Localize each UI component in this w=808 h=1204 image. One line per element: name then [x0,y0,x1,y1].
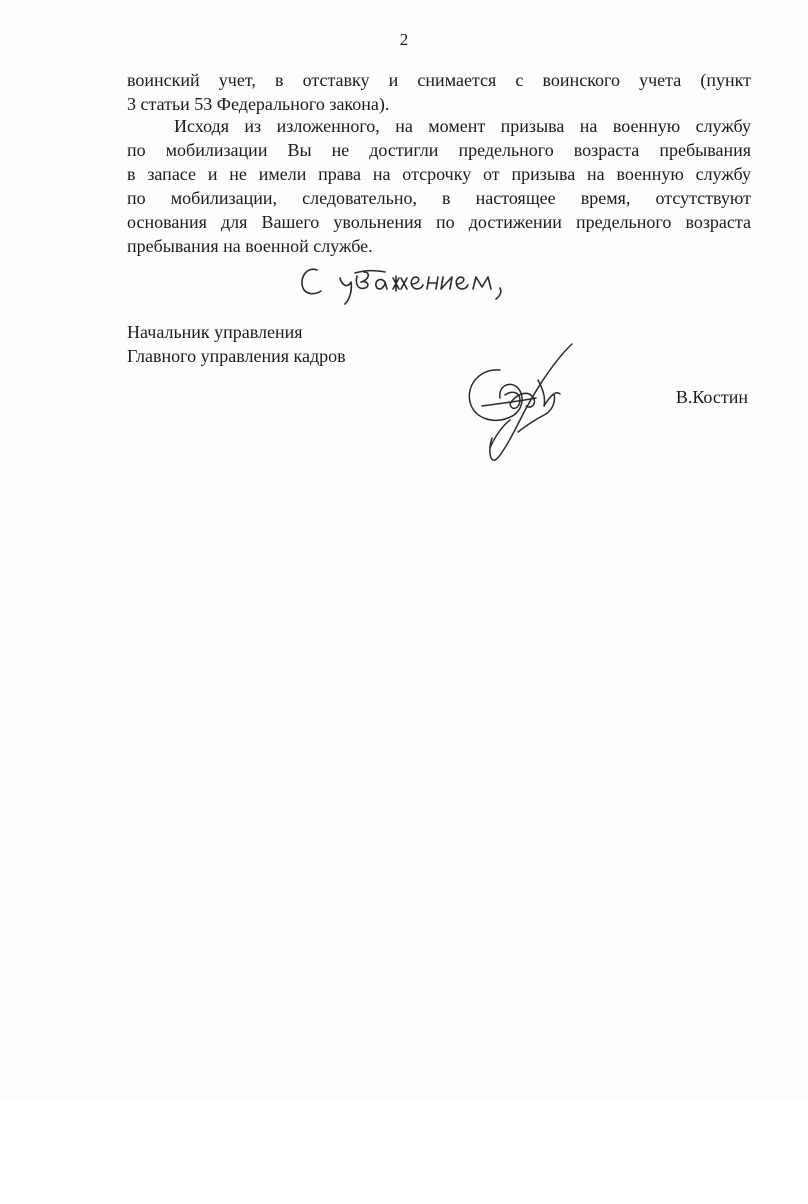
signer-position-line: Начальник управления [127,322,303,342]
page-number: 2 [399,30,409,49]
paragraph-line: в запасе и не имели права на отсрочку от призыва на военную службу [127,164,751,184]
signer-name: В.Костин [675,387,748,407]
paragraph-line: основания для Вашего увольнения по достижении предельного возраста [127,212,751,232]
handwritten-signature [460,340,580,465]
paragraph-line: 3 статьи 53 Федерального закона). [127,94,390,114]
paragraph-line: по мобилизации, следовательно, в настоящее время, отсутствуют [127,188,751,208]
handwritten-closing [295,258,535,308]
signer-position [127,320,346,368]
paragraph-conclusion [127,114,751,258]
paragraph-line: Исходя из изложенного, на момент призыва на военную службу [174,116,751,136]
paragraph-line: по мобилизации Вы не достигли предельного возраста пребывания [127,140,751,160]
signer-position-line: Главного управления кадров [127,346,346,366]
paragraph-line: пребывания на военной службе. [127,236,373,256]
paragraph-line: воинский учет, в отставку и снимается с воинского учета (пункт [127,70,751,90]
paragraph-continuation [127,68,751,116]
